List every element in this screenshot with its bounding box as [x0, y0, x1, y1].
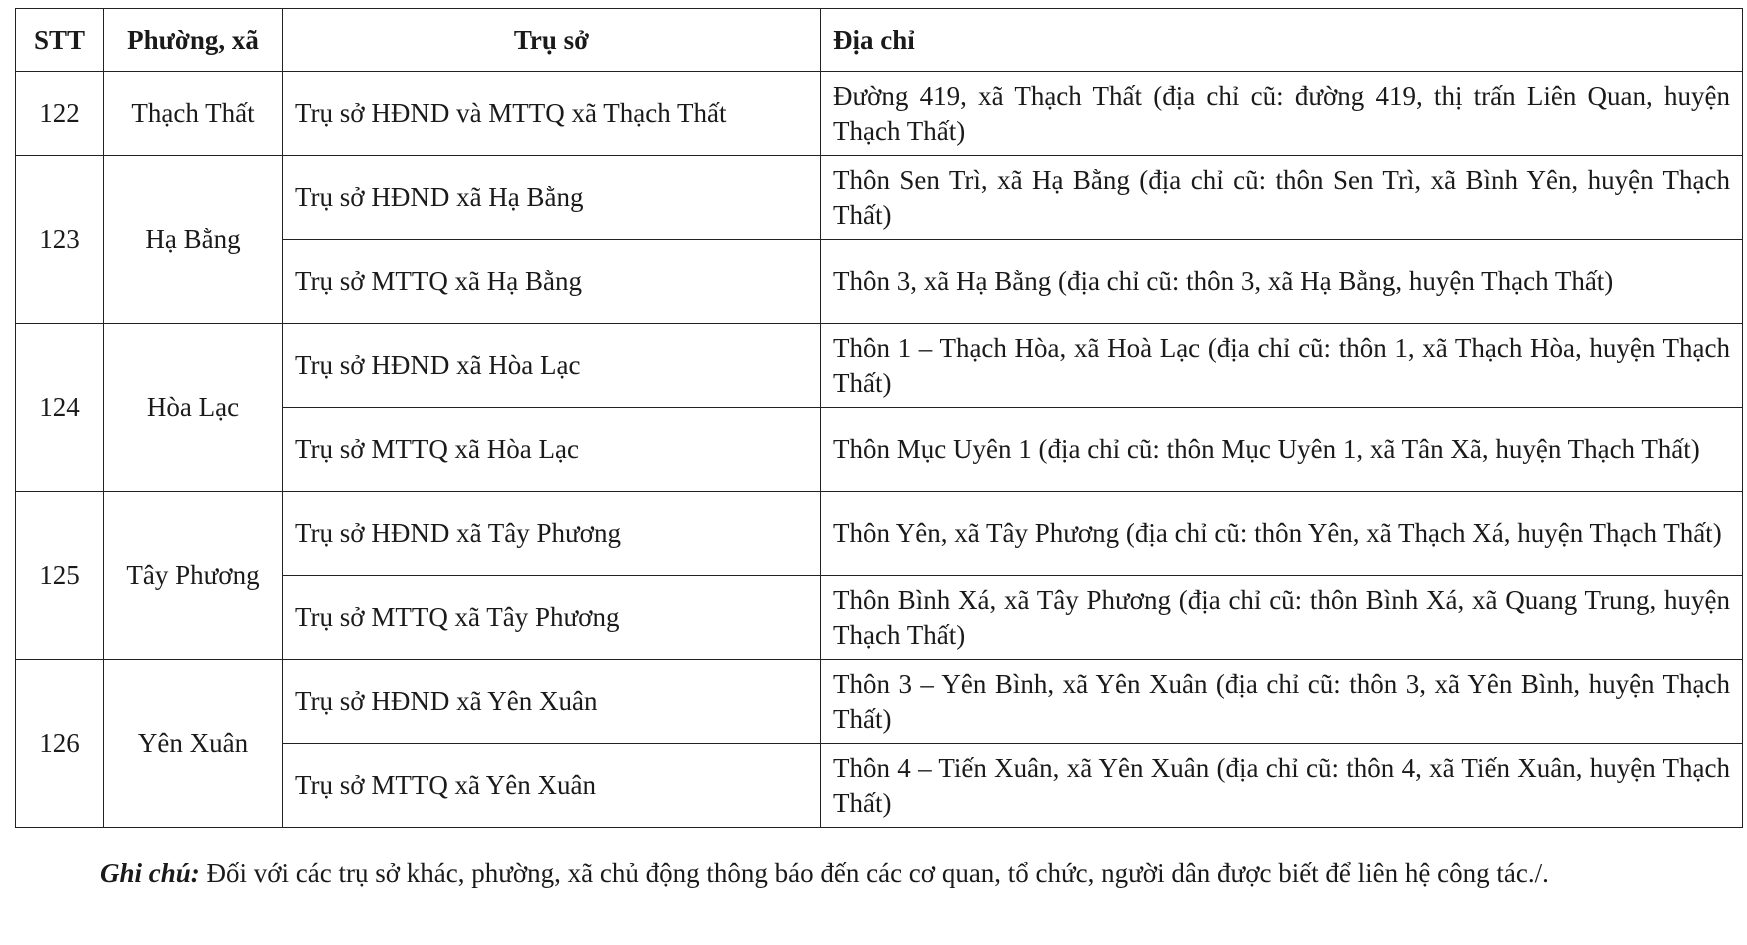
- table-row: [16, 72, 1743, 156]
- table-row: [16, 324, 1743, 408]
- address-cell: Thôn Yên, xã Tây Phương (địa chỉ cũ: thôn Yên, xã Thạch Xá, huyện Thạch Thất): [821, 492, 1743, 576]
- ward-cell: Thạch Thất: [104, 72, 283, 156]
- ward-cell: Hòa Lạc: [104, 324, 283, 492]
- stt-cell: 126: [16, 660, 104, 828]
- office-cell: Trụ sở MTTQ xã Tây Phương: [283, 576, 821, 660]
- stt-cell: 122: [16, 72, 104, 156]
- header-stt: STT: [16, 9, 104, 72]
- address-cell: Thôn 4 – Tiến Xuân, xã Yên Xuân (địa chỉ cũ: thôn 4, xã Tiến Xuân, huyện Thạch Thất): [821, 744, 1743, 828]
- address-cell: Thôn 3 – Yên Bình, xã Yên Xuân (địa chỉ cũ: thôn 3, xã Yên Bình, huyện Thạch Thất): [821, 660, 1743, 744]
- stt-cell: 123: [16, 156, 104, 324]
- header-office: Trụ sở: [283, 9, 821, 72]
- table-header-row: [16, 9, 1743, 72]
- office-cell: Trụ sở MTTQ xã Hạ Bằng: [283, 240, 821, 324]
- footnote-text: Đối với các trụ sở khác, phường, xã chủ động thông báo đến các cơ quan, tổ chức, người dân được biết để liên hệ công tác./.: [199, 858, 1549, 888]
- address-cell: Thôn 3, xã Hạ Bằng (địa chỉ cũ: thôn 3, xã Hạ Bằng, huyện Thạch Thất): [821, 240, 1743, 324]
- address-cell: Thôn Mục Uyên 1 (địa chỉ cũ: thôn Mục Uyên 1, xã Tân Xã, huyện Thạch Thất): [821, 408, 1743, 492]
- table-row: [16, 660, 1743, 744]
- header-address: Địa chỉ: [821, 9, 1743, 72]
- header-ward: Phường, xã: [104, 9, 283, 72]
- address-cell: Thôn 1 – Thạch Hòa, xã Hoà Lạc (địa chỉ cũ: thôn 1, xã Thạch Hòa, huyện Thạch Thất): [821, 324, 1743, 408]
- address-cell: Thôn Bình Xá, xã Tây Phương (địa chỉ cũ: thôn Bình Xá, xã Quang Trung, huyện Thạch Thất): [821, 576, 1743, 660]
- ward-cell: Tây Phương: [104, 492, 283, 660]
- office-cell: Trụ sở HĐND xã Hòa Lạc: [283, 324, 821, 408]
- ward-cell: Hạ Bằng: [104, 156, 283, 324]
- stt-cell: 124: [16, 324, 104, 492]
- office-cell: Trụ sở HĐND xã Hạ Bằng: [283, 156, 821, 240]
- office-cell: Trụ sở HĐND xã Tây Phương: [283, 492, 821, 576]
- office-cell: Trụ sở HĐND và MTTQ xã Thạch Thất: [283, 72, 821, 156]
- office-cell: Trụ sở HĐND xã Yên Xuân: [283, 660, 821, 744]
- ward-cell: Yên Xuân: [104, 660, 283, 828]
- footnote: [15, 856, 1725, 891]
- address-cell: Đường 419, xã Thạch Thất (địa chỉ cũ: đường 419, thị trấn Liên Quan, huyện Thạch Thất): [821, 72, 1743, 156]
- table-row: [16, 492, 1743, 576]
- office-cell: Trụ sở MTTQ xã Yên Xuân: [283, 744, 821, 828]
- office-address-table: [15, 8, 1743, 828]
- table-row: [16, 156, 1743, 240]
- office-cell: Trụ sở MTTQ xã Hòa Lạc: [283, 408, 821, 492]
- address-cell: Thôn Sen Trì, xã Hạ Bằng (địa chỉ cũ: thôn Sen Trì, xã Bình Yên, huyện Thạch Thất): [821, 156, 1743, 240]
- footnote-label: Ghi chú:: [100, 858, 200, 888]
- stt-cell: 125: [16, 492, 104, 660]
